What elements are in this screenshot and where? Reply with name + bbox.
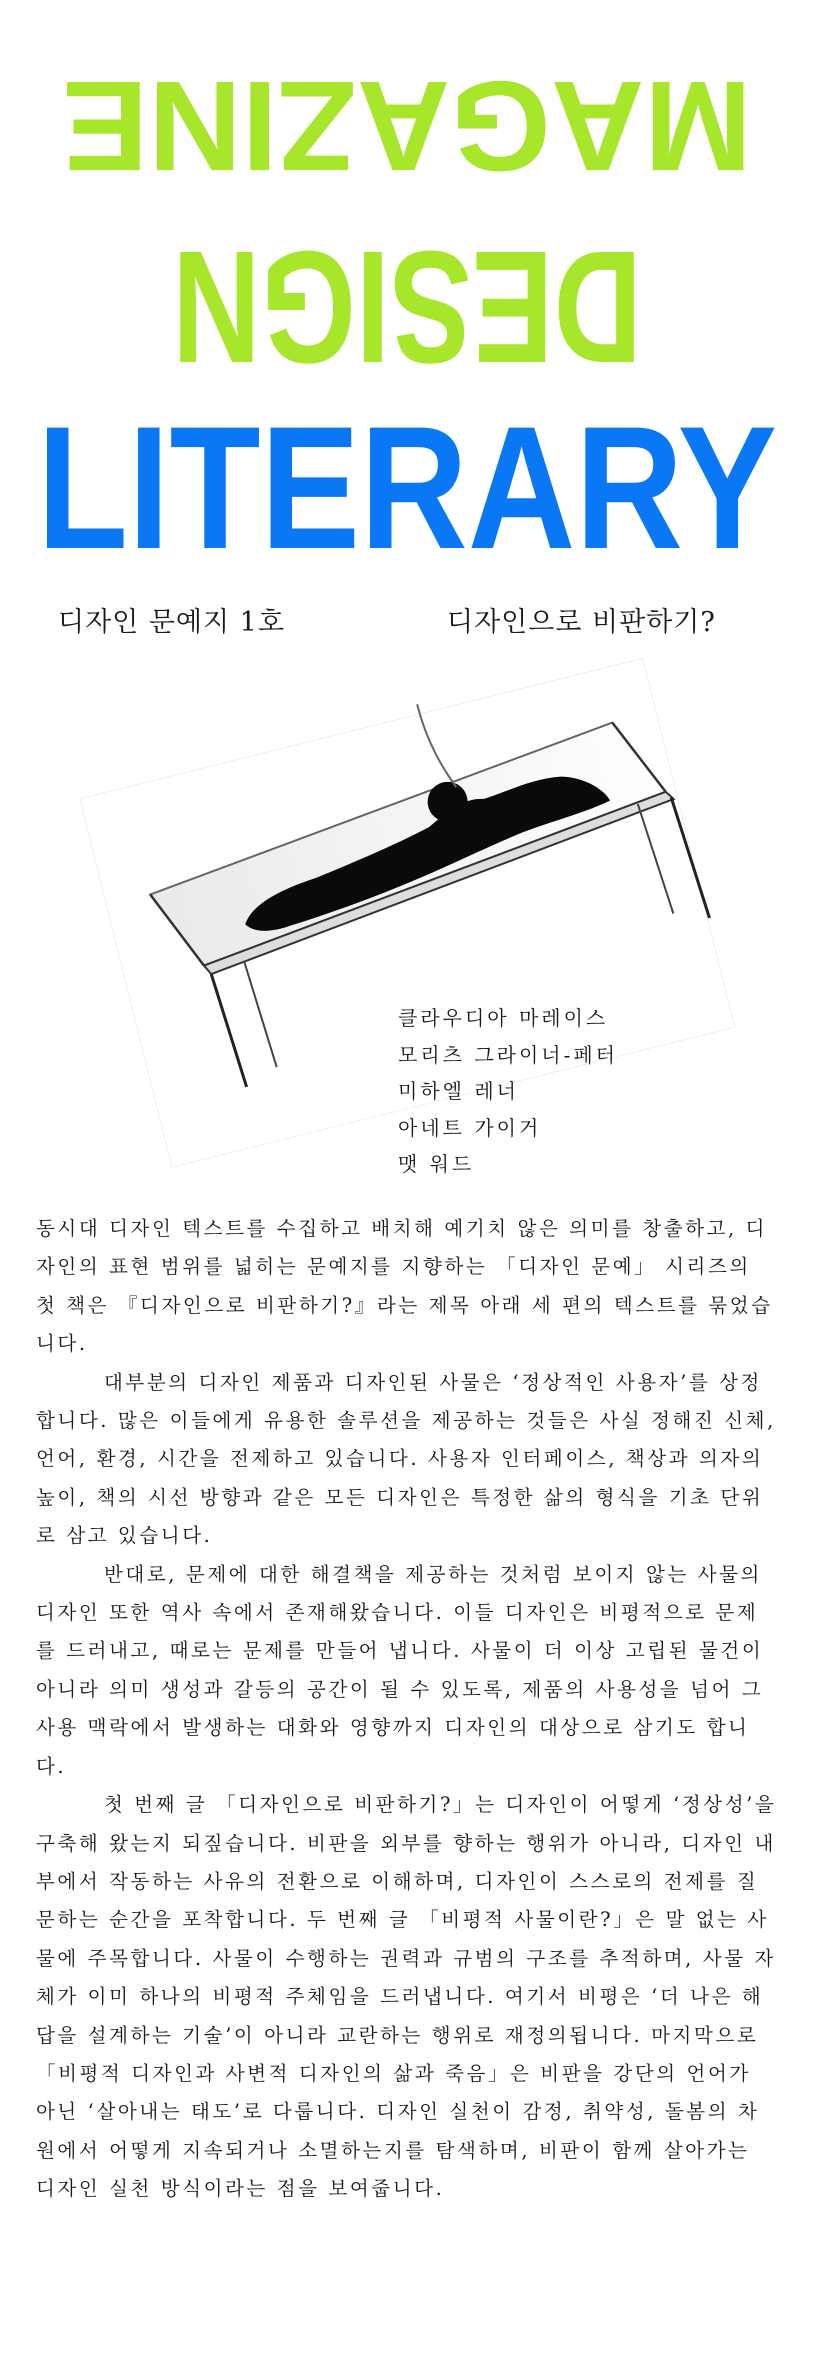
book-title: 디자인으로 비판하기? xyxy=(447,607,716,638)
paragraph: 대부분의 디자인 제품과 디자인된 사물은 ‘정상적인 사용자’를 상정합니다. 많은 이들에게 유용한 솔루션을 제공하는 것들은 사실 정해진 신체, 언어, 환경, 시간을 전제하고 있습니다. 사용자 인터페이스, 책상과 의자의 높이, 책의 시선 방향과 같은 모든 디자인은 특정한 삶의 형식을 기초 단위로 삼고 있습니다. xyxy=(36,1370,776,1548)
issue-label: 디자인 문예지 1호 xyxy=(58,607,285,638)
masthead-magazine-flipped xyxy=(62,54,752,197)
masthead-logo xyxy=(0,0,814,560)
masthead-line-design: DESIGN xyxy=(172,218,642,397)
author-name: 미하엘 레너 xyxy=(398,1079,519,1103)
masthead-line-literary: LITERARY xyxy=(37,391,777,560)
masthead-line-magazine: MAGAZINE xyxy=(61,54,752,197)
paragraph: 반대로, 문제에 대한 해결책을 제공하는 것처럼 보이지 않는 사물의 디자인 또한 역사 속에서 존재해왔습니다. 이들 디자인은 비평적으로 문제를 드러내고, 때로는 문제를 만들어 냅니다. 사물이 더 이상 고립된 물건이 아니라 의미 생성과 갈등의 공간이 될 수 있도록, 제품의 사용성을 넘어 그 사용 맥락에서 발생하는 대화와 영향까지 디자인의 대상으로 삼기도 합니다. xyxy=(36,1562,764,1778)
description-body xyxy=(36,1210,778,2209)
author-name: 클라우디아 마레이스 xyxy=(398,1006,609,1030)
author-name: 맷 워드 xyxy=(398,1152,475,1176)
paragraph: 동시대 디자인 텍스트를 수집하고 배치해 예기치 않은 의미를 창출하고, 디자인의 표현 범위를 넓히는 문예지를 지향하는 「디자인 문예」 시리즈의 첫 책은 『디자인으로 비판하기?』라는 제목 아래 세 편의 텍스트를 묶었습니다. xyxy=(36,1217,773,1356)
author-name: 모리츠 그라이너-페터 xyxy=(398,1042,618,1067)
author-name: 아네트 가이거 xyxy=(398,1115,542,1140)
paragraph: 첫 번째 글 「디자인으로 비판하기?」는 디자인이 어떻게 ‘정상성’을 구축해 왔는지 되짚습니다. 비판을 외부를 향하는 행위가 아니라, 디자인 내부에서 작동하는 사유의 전환으로 이해하며, 디자인이 스스로의 전제를 질문하는 순간을 포착합니다. 두 번째 글 「비평적 사물이란?」은 말 없는 사물에 주목합니다. 사물이 수행하는 권력과 규범의 구조를 추적하며, 사물 자체가 이미 하나의 비평적 주체임을 드러냅니다. 여기서 비평은 ‘더 나은 해답을 설계하는 기술’이 아니라 교란하는 행위로 재정의됩니다. 마지막으로 「비평적 디자인과 사변적 디자인의 삶과 죽음」은 비판을 강단의 언어가 아닌 ‘살아내는 태도’로 다룹니다. 디자인 실천이 감정, 취약성, 돌봄의 차원에서 어떻게 지속되거나 소멸하는지를 탐색하며, 비판이 함께 살아가는 디자인 실천 방식이라는 점을 보여줍니다. xyxy=(36,1793,777,2201)
author-list xyxy=(398,1000,618,1183)
masthead-design-flipped xyxy=(172,218,642,397)
